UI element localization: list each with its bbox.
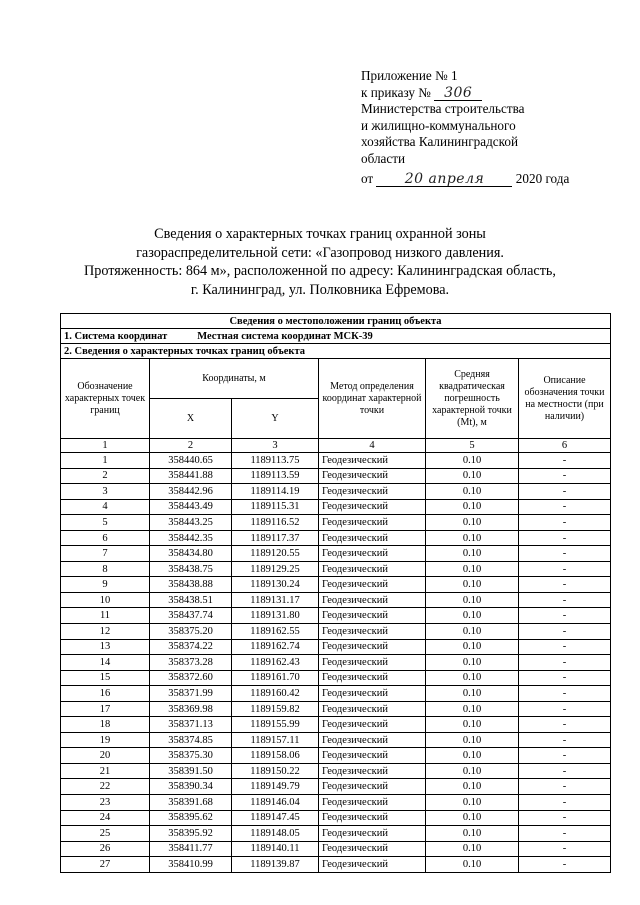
- table-row: [61, 453, 611, 469]
- x-coordinate-cell: 358391.68: [150, 795, 232, 811]
- description-cell: -: [519, 484, 611, 500]
- description-cell: -: [519, 592, 611, 608]
- y-coordinate-cell: 1189139.87: [232, 857, 319, 873]
- error-cell: 0.10: [426, 639, 519, 655]
- error-cell: 0.10: [426, 499, 519, 515]
- title-line-4: г. Калининград, ул. Полковника Ефремова.: [190, 281, 450, 298]
- table-row: [61, 748, 611, 764]
- point-number-cell: 2: [61, 468, 150, 484]
- point-number-cell: 18: [61, 717, 150, 733]
- points-section-label: 2. Сведения о характерных точках границ объекта: [61, 344, 611, 359]
- table-row: [61, 561, 611, 577]
- x-coordinate-cell: 358438.51: [150, 592, 232, 608]
- table-row: [61, 826, 611, 842]
- error-cell: 0.10: [426, 670, 519, 686]
- point-number-cell: 19: [61, 732, 150, 748]
- description-cell: -: [519, 717, 611, 733]
- point-number-cell: 11: [61, 608, 150, 624]
- col-number: 1: [61, 439, 150, 453]
- method-cell: Геодезический: [319, 841, 426, 857]
- col-number: 3: [232, 439, 319, 453]
- coordinate-system-row: [61, 329, 611, 344]
- table-row: [61, 686, 611, 702]
- method-cell: Геодезический: [319, 795, 426, 811]
- error-cell: 0.10: [426, 732, 519, 748]
- table-row: [61, 795, 611, 811]
- description-cell: -: [519, 515, 611, 531]
- point-number-cell: 8: [61, 561, 150, 577]
- error-cell: 0.10: [426, 530, 519, 546]
- y-coordinate-cell: 1189161.70: [232, 670, 319, 686]
- error-cell: 0.10: [426, 453, 519, 469]
- point-number-cell: 22: [61, 779, 150, 795]
- table-row: [61, 515, 611, 531]
- description-cell: -: [519, 670, 611, 686]
- x-coordinate-cell: 358372.60: [150, 670, 232, 686]
- table-row: [61, 530, 611, 546]
- x-coordinate-cell: 358411.77: [150, 841, 232, 857]
- method-cell: Геодезический: [319, 484, 426, 500]
- point-number-cell: 13: [61, 639, 150, 655]
- error-cell: 0.10: [426, 546, 519, 562]
- method-cell: Геодезический: [319, 639, 426, 655]
- table-row: [61, 592, 611, 608]
- method-cell: Геодезический: [319, 763, 426, 779]
- point-number-cell: 5: [61, 515, 150, 531]
- table-row: [61, 639, 611, 655]
- error-cell: 0.10: [426, 857, 519, 873]
- x-coordinate-cell: 358371.99: [150, 686, 232, 702]
- description-cell: -: [519, 453, 611, 469]
- description-cell: -: [519, 748, 611, 764]
- x-coordinate-cell: 358373.28: [150, 655, 232, 671]
- table-body: [61, 453, 611, 873]
- y-coordinate-cell: 1189117.37: [232, 530, 319, 546]
- method-cell: Геодезический: [319, 624, 426, 640]
- table-row: [61, 546, 611, 562]
- annex-ministry-line1: Министерства строительства: [361, 101, 525, 117]
- table-row: [61, 499, 611, 515]
- description-cell: -: [519, 779, 611, 795]
- description-cell: -: [519, 826, 611, 842]
- method-cell: Геодезический: [319, 717, 426, 733]
- error-cell: 0.10: [426, 608, 519, 624]
- method-cell: Геодезический: [319, 561, 426, 577]
- method-cell: Геодезический: [319, 748, 426, 764]
- method-cell: Геодезический: [319, 686, 426, 702]
- description-cell: -: [519, 795, 611, 811]
- method-cell: Геодезический: [319, 546, 426, 562]
- error-cell: 0.10: [426, 577, 519, 593]
- point-number-cell: 24: [61, 810, 150, 826]
- col-number: 4: [319, 439, 426, 453]
- y-coordinate-cell: 1189120.55: [232, 546, 319, 562]
- table-row: [61, 484, 611, 500]
- method-cell: Геодезический: [319, 732, 426, 748]
- table-row: [61, 577, 611, 593]
- x-coordinate-cell: 358437.74: [150, 608, 232, 624]
- point-number-cell: 27: [61, 857, 150, 873]
- y-coordinate-cell: 1189155.99: [232, 717, 319, 733]
- method-cell: Геодезический: [319, 453, 426, 469]
- x-coordinate-cell: 358440.65: [150, 453, 232, 469]
- point-number-cell: 6: [61, 530, 150, 546]
- y-coordinate-cell: 1189162.74: [232, 639, 319, 655]
- description-cell: -: [519, 624, 611, 640]
- error-cell: 0.10: [426, 841, 519, 857]
- method-cell: Геодезический: [319, 515, 426, 531]
- table-row: [61, 655, 611, 671]
- x-coordinate-cell: 358369.98: [150, 701, 232, 717]
- y-coordinate-cell: 1189140.11: [232, 841, 319, 857]
- coordinate-system-label: 1. Система координат: [64, 330, 168, 342]
- description-cell: -: [519, 499, 611, 515]
- method-cell: Геодезический: [319, 779, 426, 795]
- x-coordinate-cell: 358395.62: [150, 810, 232, 826]
- point-number-cell: 1: [61, 453, 150, 469]
- error-cell: 0.10: [426, 484, 519, 500]
- y-coordinate-cell: 1189160.42: [232, 686, 319, 702]
- description-cell: -: [519, 546, 611, 562]
- point-number-cell: 15: [61, 670, 150, 686]
- y-coordinate-cell: 1189149.79: [232, 779, 319, 795]
- x-coordinate-cell: 358390.34: [150, 779, 232, 795]
- col-header-point: Обозначение характерных точек границ: [61, 359, 150, 439]
- x-coordinate-cell: 358395.92: [150, 826, 232, 842]
- method-cell: Геодезический: [319, 857, 426, 873]
- coordinate-system-value: Местная система координат МСК-39: [197, 330, 373, 342]
- annex-date-line: [361, 171, 621, 188]
- y-coordinate-cell: 1189150.22: [232, 763, 319, 779]
- y-coordinate-cell: 1189129.25: [232, 561, 319, 577]
- description-cell: -: [519, 530, 611, 546]
- description-cell: -: [519, 763, 611, 779]
- method-cell: Геодезический: [319, 530, 426, 546]
- annex-block: [361, 68, 621, 187]
- table-row: [61, 717, 611, 733]
- table-row: [61, 779, 611, 795]
- point-number-cell: 9: [61, 577, 150, 593]
- x-coordinate-cell: 358442.35: [150, 530, 232, 546]
- description-cell: -: [519, 608, 611, 624]
- point-number-cell: 21: [61, 763, 150, 779]
- y-coordinate-cell: 1189162.43: [232, 655, 319, 671]
- error-cell: 0.10: [426, 655, 519, 671]
- y-coordinate-cell: 1189159.82: [232, 701, 319, 717]
- annex-date-suffix: 2020 года: [515, 170, 570, 186]
- y-coordinate-cell: 1189147.45: [232, 810, 319, 826]
- method-cell: Геодезический: [319, 592, 426, 608]
- error-cell: 0.10: [426, 701, 519, 717]
- col-number: 2: [150, 439, 232, 453]
- coordinates-table: [60, 313, 611, 873]
- annex-ministry-line2: и жилищно-коммунального: [361, 117, 516, 133]
- method-cell: Геодезический: [319, 577, 426, 593]
- table-row: [61, 468, 611, 484]
- y-coordinate-cell: 1189131.17: [232, 592, 319, 608]
- point-number-cell: 26: [61, 841, 150, 857]
- y-coordinate-cell: 1189131.80: [232, 608, 319, 624]
- title-line-1: Сведения о характерных точках границ охранной зоны: [154, 226, 486, 242]
- method-cell: Геодезический: [319, 826, 426, 842]
- x-coordinate-cell: 358438.75: [150, 561, 232, 577]
- x-coordinate-cell: 358374.22: [150, 639, 232, 655]
- error-cell: 0.10: [426, 561, 519, 577]
- point-number-cell: 12: [61, 624, 150, 640]
- x-coordinate-cell: 358375.20: [150, 624, 232, 640]
- annex-order-line: [361, 85, 621, 102]
- y-coordinate-cell: 1189115.31: [232, 499, 319, 515]
- error-cell: 0.10: [426, 515, 519, 531]
- annex-date-handwritten: 20 апреля: [376, 173, 512, 187]
- annex-ministry-line4: области: [361, 150, 406, 166]
- point-number-cell: 16: [61, 686, 150, 702]
- y-coordinate-cell: 1189113.75: [232, 453, 319, 469]
- method-cell: Геодезический: [319, 655, 426, 671]
- description-cell: -: [519, 639, 611, 655]
- description-cell: -: [519, 810, 611, 826]
- annex-title: Приложение № 1: [361, 68, 458, 83]
- error-cell: 0.10: [426, 717, 519, 733]
- annex-order-prefix: к приказу №: [361, 84, 431, 100]
- description-cell: -: [519, 857, 611, 873]
- method-cell: Геодезический: [319, 608, 426, 624]
- y-coordinate-cell: 1189113.59: [232, 468, 319, 484]
- annex-ministry-line3: хозяйства Калининградской: [361, 134, 519, 150]
- error-cell: 0.10: [426, 468, 519, 484]
- x-coordinate-cell: 358434.80: [150, 546, 232, 562]
- point-number-cell: 17: [61, 701, 150, 717]
- table-row: [61, 670, 611, 686]
- col-header-x: X: [150, 399, 232, 439]
- y-coordinate-cell: 1189162.55: [232, 624, 319, 640]
- table-row: [61, 624, 611, 640]
- error-cell: 0.10: [426, 592, 519, 608]
- description-cell: -: [519, 701, 611, 717]
- table-row: [61, 857, 611, 873]
- method-cell: Геодезический: [319, 468, 426, 484]
- point-number-cell: 10: [61, 592, 150, 608]
- x-coordinate-cell: 358443.49: [150, 499, 232, 515]
- x-coordinate-cell: 358391.50: [150, 763, 232, 779]
- point-number-cell: 3: [61, 484, 150, 500]
- col-number: 5: [426, 439, 519, 453]
- col-header-description: Описание обозначения точки на местности (при наличии): [519, 359, 611, 439]
- error-cell: 0.10: [426, 826, 519, 842]
- method-cell: Геодезический: [319, 810, 426, 826]
- col-header-y: Y: [232, 399, 319, 439]
- annex-date-prefix: от: [361, 170, 374, 186]
- x-coordinate-cell: 358443.25: [150, 515, 232, 531]
- error-cell: 0.10: [426, 795, 519, 811]
- point-number-cell: 14: [61, 655, 150, 671]
- document-title: [40, 225, 600, 299]
- x-coordinate-cell: 358371.13: [150, 717, 232, 733]
- error-cell: 0.10: [426, 686, 519, 702]
- description-cell: -: [519, 841, 611, 857]
- y-coordinate-cell: 1189116.52: [232, 515, 319, 531]
- point-number-cell: 25: [61, 826, 150, 842]
- error-cell: 0.10: [426, 779, 519, 795]
- table-row: [61, 732, 611, 748]
- error-cell: 0.10: [426, 810, 519, 826]
- x-coordinate-cell: 358410.99: [150, 857, 232, 873]
- table-row: [61, 763, 611, 779]
- table-row: [61, 810, 611, 826]
- y-coordinate-cell: 1189146.04: [232, 795, 319, 811]
- x-coordinate-cell: 358438.88: [150, 577, 232, 593]
- annex-order-number: 306: [434, 87, 482, 101]
- description-cell: -: [519, 577, 611, 593]
- col-number: 6: [519, 439, 611, 453]
- error-cell: 0.10: [426, 763, 519, 779]
- table-row: [61, 608, 611, 624]
- y-coordinate-cell: 1189158.06: [232, 748, 319, 764]
- description-cell: -: [519, 468, 611, 484]
- col-header-method: Метод определения координат характерной точки: [319, 359, 426, 439]
- table-header: Сведения о местоположении границ объекта: [61, 314, 611, 329]
- point-number-cell: 23: [61, 795, 150, 811]
- method-cell: Геодезический: [319, 670, 426, 686]
- x-coordinate-cell: 358441.88: [150, 468, 232, 484]
- col-header-error: Средняя квадратическая погрешность характерной точки (Mt), м: [426, 359, 519, 439]
- method-cell: Геодезический: [319, 499, 426, 515]
- x-coordinate-cell: 358442.96: [150, 484, 232, 500]
- y-coordinate-cell: 1189114.19: [232, 484, 319, 500]
- y-coordinate-cell: 1189157.11: [232, 732, 319, 748]
- point-number-cell: 7: [61, 546, 150, 562]
- description-cell: -: [519, 561, 611, 577]
- error-cell: 0.10: [426, 624, 519, 640]
- error-cell: 0.10: [426, 748, 519, 764]
- method-cell: Геодезический: [319, 701, 426, 717]
- point-number-cell: 4: [61, 499, 150, 515]
- table-row: [61, 841, 611, 857]
- title-line-3: Протяженность: 864 м», расположенной по адресу: Калининградская область,: [84, 263, 556, 279]
- point-number-cell: 20: [61, 748, 150, 764]
- description-cell: -: [519, 655, 611, 671]
- col-header-coords: Координаты, м: [150, 359, 319, 399]
- x-coordinate-cell: 358375.30: [150, 748, 232, 764]
- table-row: [61, 701, 611, 717]
- title-line-2: газораспределительной сети: «Газопровод низкого давления.: [136, 244, 504, 261]
- y-coordinate-cell: 1189148.05: [232, 826, 319, 842]
- description-cell: -: [519, 686, 611, 702]
- x-coordinate-cell: 358374.85: [150, 732, 232, 748]
- description-cell: -: [519, 732, 611, 748]
- y-coordinate-cell: 1189130.24: [232, 577, 319, 593]
